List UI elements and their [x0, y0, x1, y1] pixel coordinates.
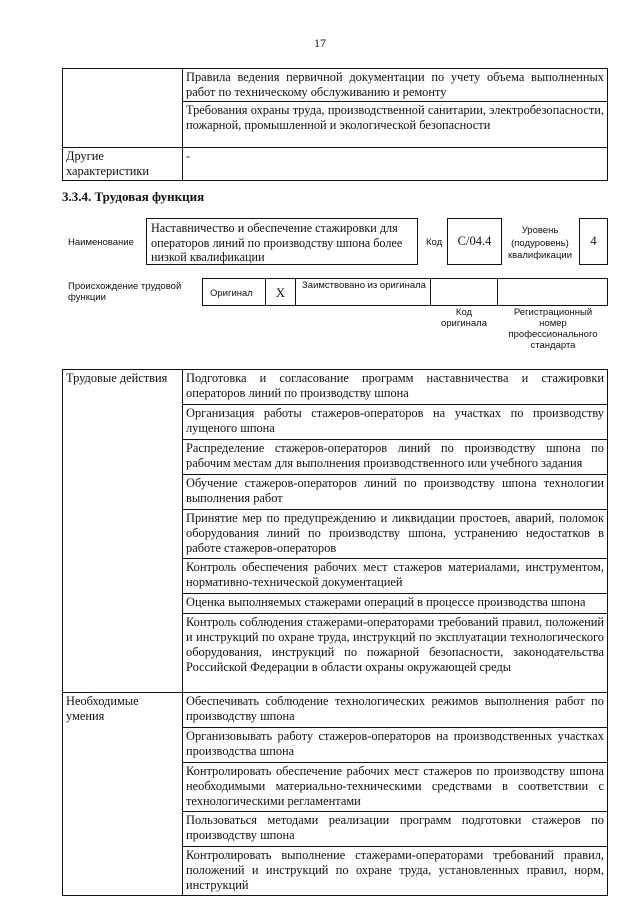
- original-divider-3: [430, 278, 431, 306]
- row-cell: Требования охраны труда, производственной санитарии, электробезопасности, пожарной, промышленной и экологической безопасности: [183, 102, 608, 148]
- section-item: Контролировать выполнение стажерами-операторами требований правил, положений и инструкций по охране труда, установленных правил, норм, инструкций: [183, 847, 608, 896]
- section-item: Принятие мер по предупреждению и ликвидации простоев, аварий, поломок оборудования линий по производству шпона, устранению недостатков в работе стажеров-операторов: [183, 510, 608, 559]
- code-caption: Код оригинала: [440, 307, 487, 329]
- original-divider-4: [497, 278, 498, 306]
- table-row: [63, 148, 608, 181]
- original-divider-2: [295, 278, 296, 306]
- section-label: Необходимые умения: [63, 693, 183, 896]
- section-item: Распределение стажеров-операторов линий по производству шпона по рабочим местам для выполнения производственного или учебного задания: [183, 440, 608, 475]
- code-value-box: [447, 218, 502, 265]
- code-value: C/04.4: [457, 234, 492, 248]
- original-mark: X: [275, 285, 286, 300]
- original-label: Оригинал: [210, 288, 253, 299]
- section-item: Подготовка и согласование программ наставничества и стажировки операторов линий по производству шпона: [183, 370, 608, 405]
- row-cell: Правила ведения первичной документации по учету объема выполненных работ по техническому обслуживанию и ремонту: [183, 69, 608, 102]
- section-label: Трудовые действия: [63, 370, 183, 693]
- level-value-box: [579, 218, 608, 265]
- code-label: Код: [426, 237, 443, 248]
- section-item: Контроль соблюдения стажерами-операторами требований правил, положений и инструкций по охране труда, инструкций по эксплуатации технологического оборудования, инструкций по пожарной безопасности, законодательства Российской Федерации в области охраны окружающей среды: [183, 614, 608, 693]
- name-value-box: [146, 218, 418, 265]
- borrowed-label: Заимствовано из оригинала: [302, 280, 426, 291]
- top-table: [62, 68, 608, 181]
- section-item: Контроль обеспечения рабочих мест стажеров материалами, инструментом, нормативно-технической документацией: [183, 559, 608, 594]
- row-label: [63, 69, 183, 148]
- table-row: [63, 693, 608, 728]
- level-label: Уровень (подуровень) квалификации: [507, 225, 573, 261]
- name-value: Наставничество и обеспечение стажировки для операторов линий по производству шпона более низкой квалификации: [151, 221, 403, 264]
- section-item: Обучение стажеров-операторов линий по производству шпона технологии выполнения работ: [183, 475, 608, 510]
- section-item: Организовывать работу стажеров-операторов на производственных участках производства шпона: [183, 728, 608, 763]
- section-item: Обеспечивать соблюдение технологических режимов выполнения работ по производству шпона: [183, 693, 608, 728]
- reg-caption: Регистрационный номер профессионального стандарта: [508, 307, 598, 351]
- name-label: Наименование: [68, 237, 134, 248]
- page-number: 17: [314, 36, 326, 50]
- row-cell: -: [183, 148, 608, 181]
- table-row: [63, 69, 608, 102]
- section-item: Организация работы стажеров-операторов на участках по производству лущеного шпона: [183, 405, 608, 440]
- origin-label: Происхождение трудовой функции: [68, 281, 182, 303]
- section-heading: 3.3.4. Трудовая функция: [62, 189, 205, 204]
- section-item: Пользоваться методами реализации программ подготовки стажеров по производству шпона: [183, 812, 608, 847]
- main-table: [62, 369, 608, 896]
- level-value: 4: [590, 234, 597, 248]
- row-label: Другие характеристики: [63, 148, 183, 181]
- section-item: Оценка выполняемых стажерами операций в процессе производства шпона: [183, 594, 608, 614]
- table-row: [63, 370, 608, 405]
- section-item: Контролировать обеспечение рабочих мест стажеров по производству шпона необходимыми материально-техническими средствами в соответствии с технологическими регламентами: [183, 763, 608, 812]
